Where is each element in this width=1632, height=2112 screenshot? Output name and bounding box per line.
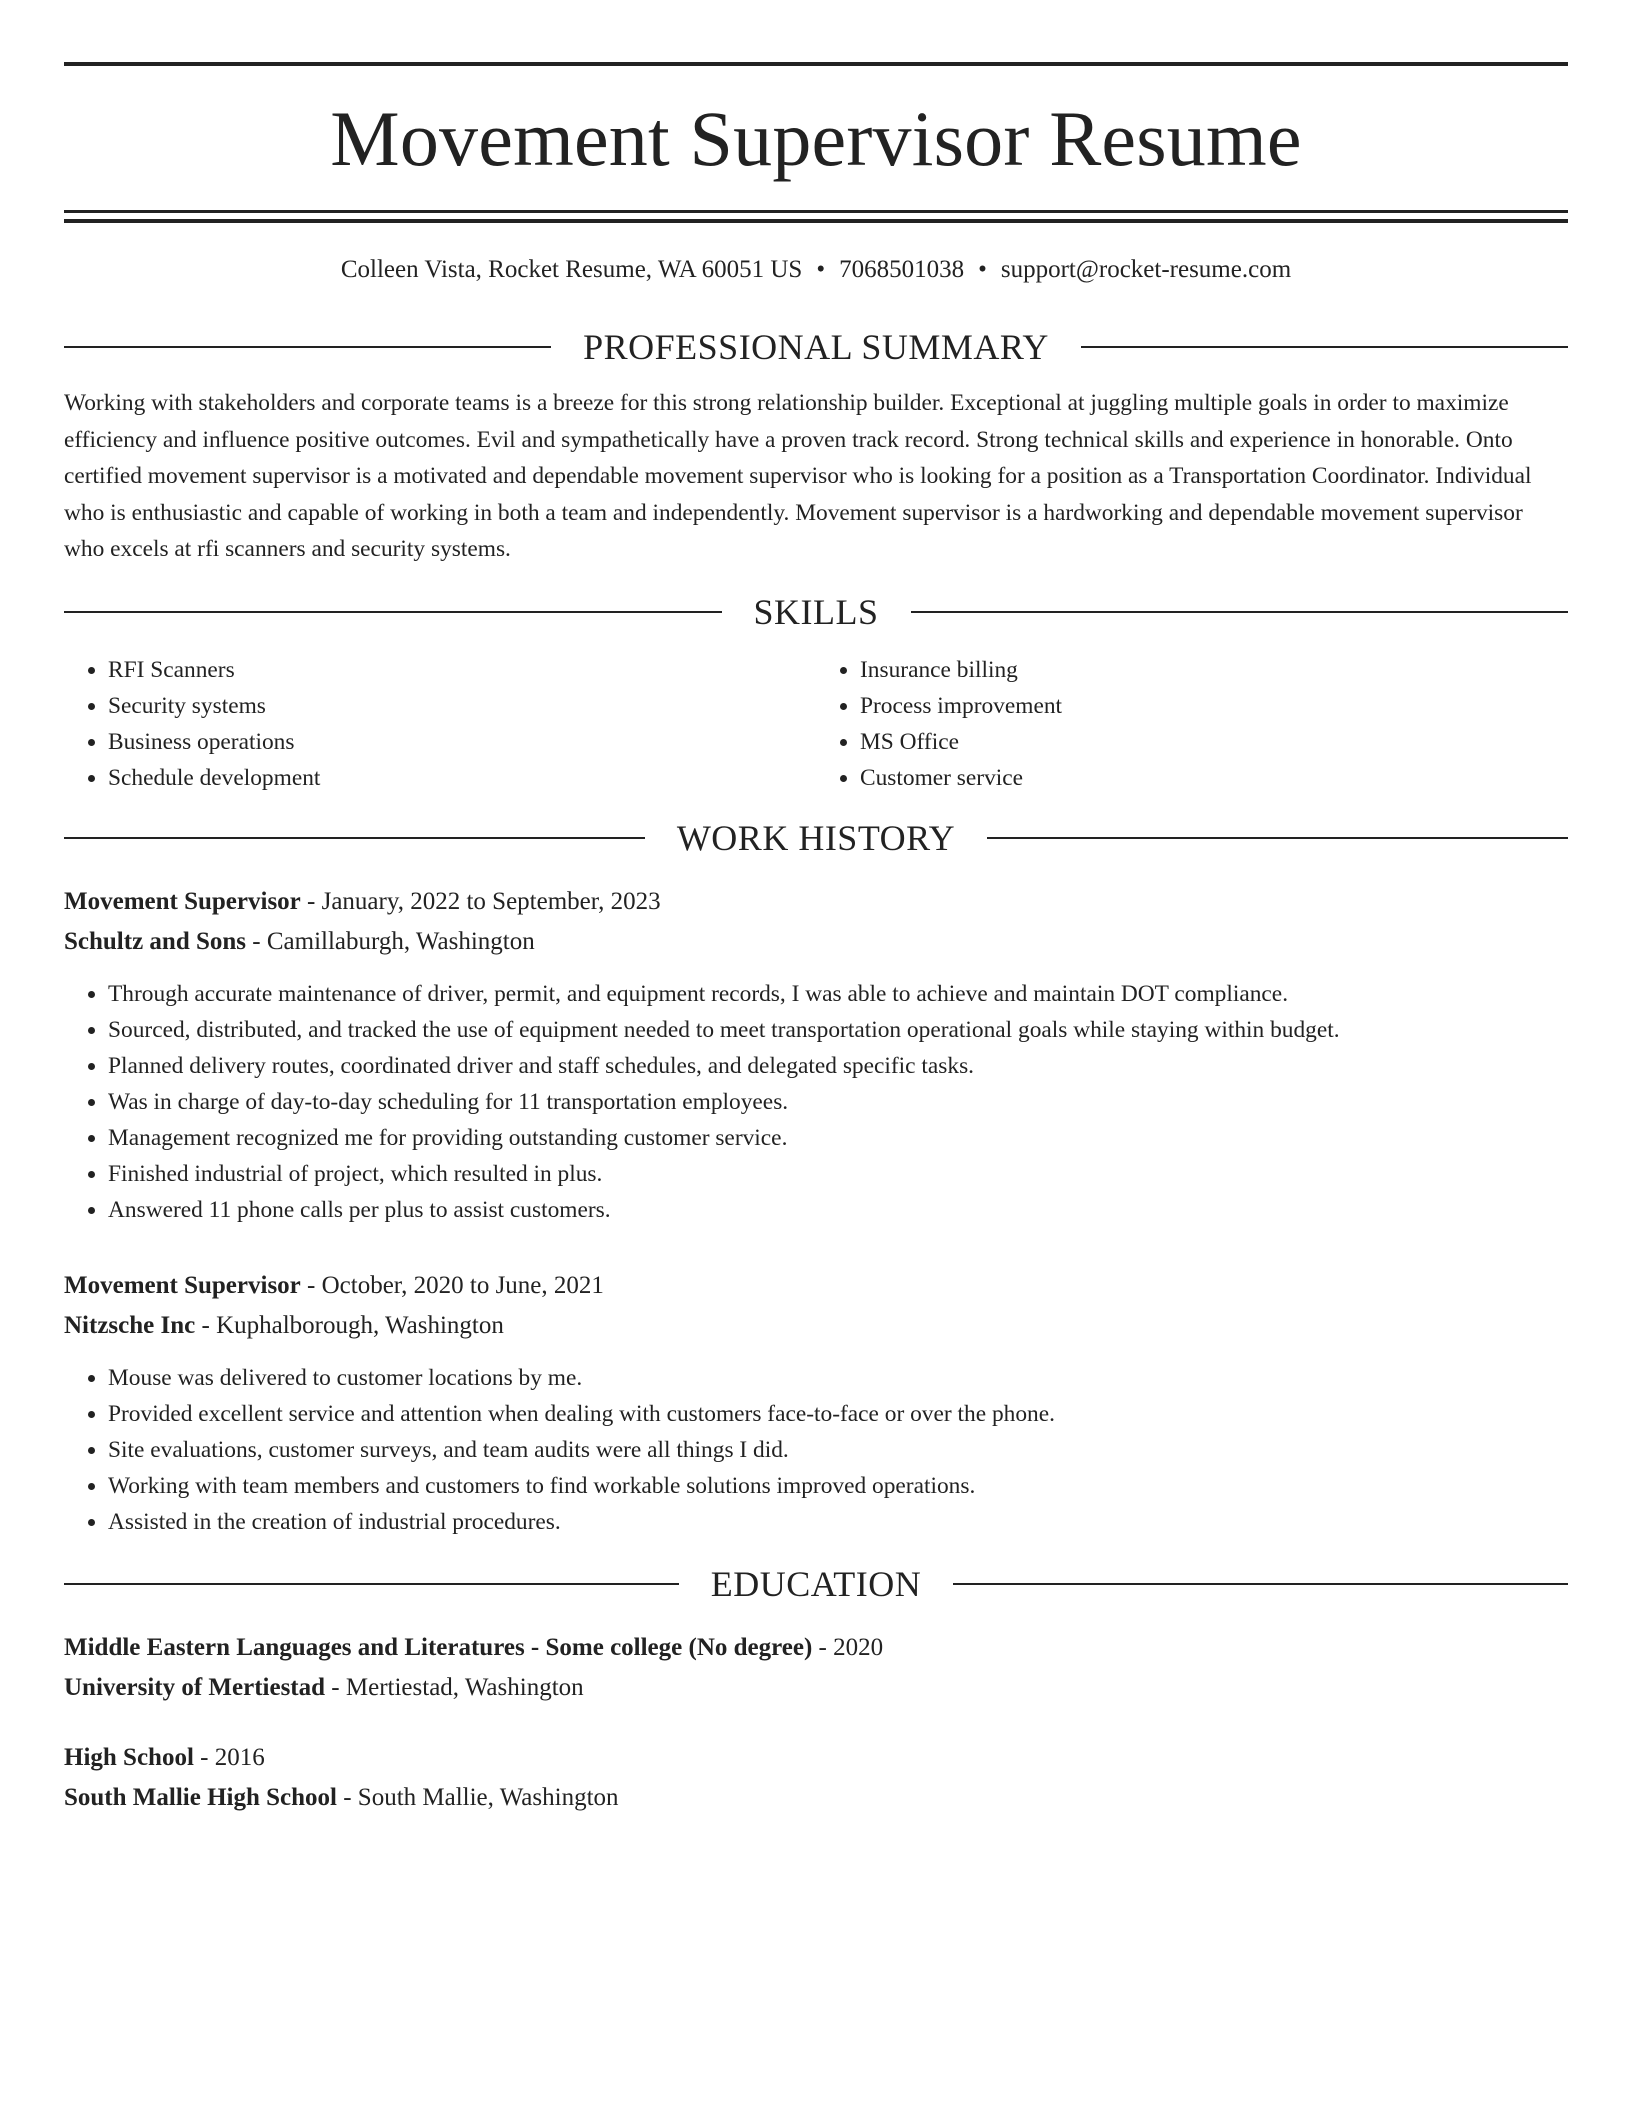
- job-bullet: • Answered 11 phone calls per plus to assist customers.: [108, 1192, 1568, 1228]
- job-bullet: • Assisted in the creation of industrial procedures.: [108, 1504, 1568, 1540]
- heading-rule: [64, 346, 551, 348]
- skill-item: • Security systems: [108, 688, 816, 724]
- education-year: 2016: [214, 1743, 265, 1771]
- heading-rule: [64, 611, 722, 613]
- skills-column-right: [816, 652, 1568, 796]
- skill-item: • MS Office: [860, 724, 1568, 760]
- job-title-line: Movement Supervisor - January, 2022 to September, 2023: [64, 887, 661, 915]
- education-degree-line: High School - 2016: [64, 1743, 265, 1771]
- job-bullets: [64, 976, 1568, 1228]
- section-title: EDUCATION: [710, 1563, 922, 1604]
- job-bullet: • Working with team members and customers to find workable solutions improved operations.: [108, 1468, 1568, 1504]
- contact-address: Colleen Vista, Rocket Resume, WA 60051 US: [340, 256, 803, 283]
- job-bullet: • Site evaluations, customer surveys, and team audits were all things I did.: [108, 1432, 1568, 1468]
- job-bullet: • Mouse was delivered to customer locations by me.: [108, 1360, 1568, 1396]
- skills-list: [64, 652, 1568, 796]
- education-entry: [64, 1738, 1568, 1818]
- page-title: Movement Supervisor Resume: [330, 95, 1302, 182]
- job-title: Movement Supervisor: [64, 1271, 301, 1299]
- job-bullet: • Through accurate maintenance of driver, permit, and equipment records, I was able to achieve and maintain DOT compliance.: [108, 976, 1568, 1012]
- contact-line: [64, 255, 1568, 285]
- education-entry: [64, 1628, 1568, 1708]
- contact-phone: 7068501038: [839, 256, 965, 283]
- job-dates: October, 2020 to June, 2021: [321, 1271, 604, 1299]
- top-rule: [64, 62, 1568, 66]
- job-bullet: • Provided excellent service and attention when dealing with customers face-to-face or over the phone.: [108, 1396, 1568, 1432]
- education-school-line: South Mallie High School - South Mallie, Washington: [64, 1783, 619, 1811]
- contact-email: support@rocket-resume.com: [1000, 256, 1292, 283]
- job-company-line: Schultz and Sons - Camillaburgh, Washington: [64, 927, 535, 955]
- section-heading-skills: [64, 591, 1568, 632]
- heading-rule: [987, 837, 1568, 839]
- section-title: PROFESSIONAL SUMMARY: [583, 327, 1049, 367]
- heading-rule: [1081, 346, 1568, 348]
- skills-column-left: [64, 652, 816, 796]
- skill-item: • Schedule development: [108, 760, 816, 796]
- job-title-line: Movement Supervisor - October, 2020 to June, 2021: [64, 1271, 604, 1299]
- job-bullets: [64, 1360, 1568, 1540]
- contact-separator: •: [816, 256, 826, 283]
- job-dates: January, 2022 to September, 2023: [321, 887, 661, 915]
- job-bullet: • Sourced, distributed, and tracked the use of equipment needed to meet transportation operational goals while staying within budget.: [108, 1012, 1568, 1048]
- job-entry: [64, 1266, 1568, 1540]
- skill-item: • Business operations: [108, 724, 816, 760]
- contact-separator: •: [978, 256, 987, 283]
- skill-item: • RFI Scanners: [108, 652, 816, 688]
- skill-item: • Customer service: [860, 760, 1568, 796]
- education-degree: Middle Eastern Languages and Literatures - Some college (No degree): [64, 1633, 813, 1661]
- job-title: Movement Supervisor: [64, 887, 301, 915]
- job-bullet: • Was in charge of day-to-day scheduling for 11 transportation employees.: [108, 1084, 1568, 1120]
- section-heading-work: [64, 817, 1568, 858]
- job-bullet: • Finished industrial of project, which resulted in plus.: [108, 1156, 1568, 1192]
- education-degree-line: Middle Eastern Languages and Literatures - Some college (No degree) - 2020: [64, 1633, 884, 1661]
- summary-text: Working with stakeholders and corporate teams is a breeze for this strong relationship builder. Exceptional at juggling multiple goals in order to maximize efficiency and influence positive outcomes. Evil and sympathetically have a proven track record. Strong technical skills and experience in honorable. Onto certified movement supervisor is a motivated and dependable movement supervisor who is looking for a position as a Transportation Coordinator. Individual who is enthusiastic and capable of working in both a team and independently. Movement supervisor is a hardworking and dependable movement supervisor who excels at rfi scanners and security systems.: [64, 390, 1532, 562]
- job-company: Nitzsche Inc: [64, 1311, 196, 1339]
- job-location: Kuphalborough, Washington: [216, 1311, 504, 1339]
- job-bullet: • Management recognized me for providing outstanding customer service.: [108, 1120, 1568, 1156]
- heading-rule: [911, 611, 1569, 613]
- job-company: Schultz and Sons: [64, 927, 247, 955]
- education-year: 2020: [833, 1633, 884, 1661]
- section-heading-summary: [64, 329, 1568, 365]
- education-location: Mertiestad, Washington: [345, 1673, 584, 1701]
- job-entry: [64, 882, 1568, 1228]
- education-school-line: University of Mertiestad - Mertiestad, Washington: [64, 1673, 584, 1701]
- section-title: SKILLS: [753, 591, 879, 632]
- heading-rule: [64, 1583, 679, 1585]
- job-location: Camillaburgh, Washington: [266, 927, 535, 955]
- education-location: South Mallie, Washington: [357, 1783, 619, 1811]
- job-bullet: • Planned delivery routes, coordinated driver and staff schedules, and delegated specific tasks.: [108, 1048, 1568, 1084]
- education-degree: High School: [64, 1743, 194, 1771]
- section-title: WORK HISTORY: [676, 817, 956, 858]
- education-school: South Mallie High School: [64, 1783, 337, 1811]
- education-school: University of Mertiestad: [64, 1673, 326, 1701]
- heading-rule: [953, 1583, 1568, 1585]
- resume-page: [64, 0, 1568, 1818]
- title-double-rule: [64, 210, 1568, 223]
- section-heading-education: [64, 1563, 1568, 1604]
- job-company-line: Nitzsche Inc - Kuphalborough, Washington: [64, 1311, 504, 1339]
- skill-item: • Process improvement: [860, 688, 1568, 724]
- heading-rule: [64, 837, 645, 839]
- skill-item: • Insurance billing: [860, 652, 1568, 688]
